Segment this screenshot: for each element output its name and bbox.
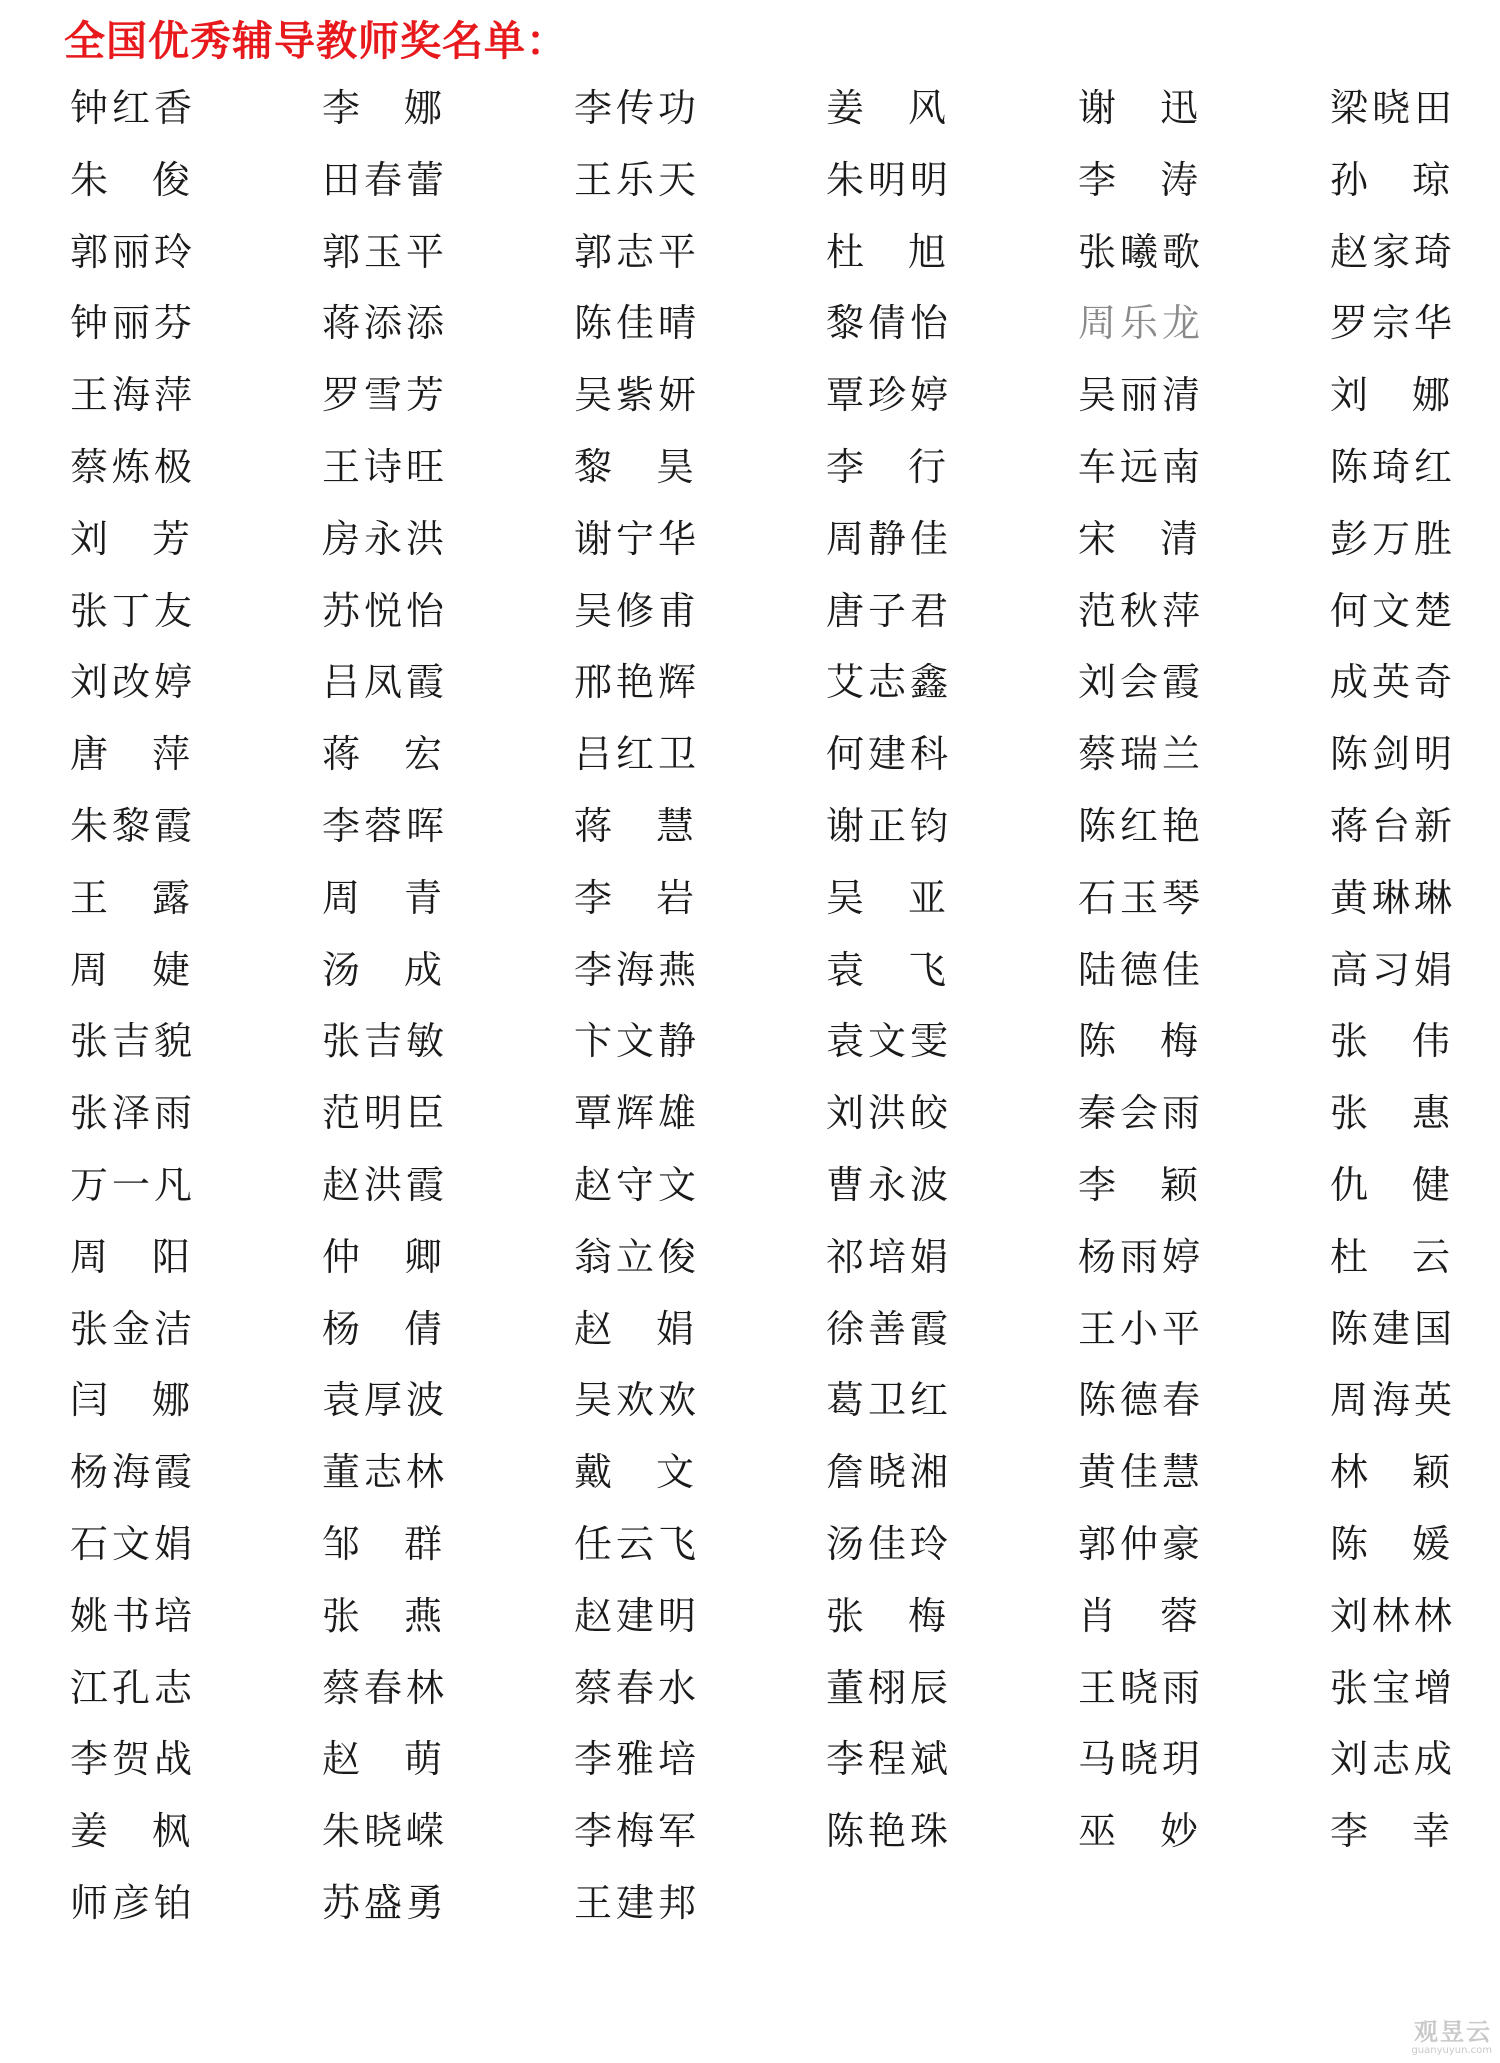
name-cell: 李 行	[826, 444, 946, 489]
name-cell: 陆德佳	[1078, 947, 1205, 992]
name-cell: 刘 芳	[70, 516, 190, 561]
name-cell: 李 幸	[1330, 1809, 1450, 1854]
name-cell: 吴紫妍	[574, 373, 701, 418]
name-cell: 谢宁华	[574, 516, 701, 561]
name-cell: 陈 梅	[1078, 1019, 1198, 1064]
name-cell: 周乐龙	[1078, 301, 1205, 346]
name-cell: 仲 卿	[322, 1234, 442, 1279]
name-cell: 师彦铂	[70, 1880, 197, 1925]
name-cell: 覃辉雄	[574, 1091, 701, 1136]
name-cell: 王海萍	[70, 373, 197, 418]
name-cell: 刘会霞	[1078, 660, 1205, 705]
name-cell: 王 露	[70, 875, 190, 920]
name-cell: 祁培娟	[826, 1234, 953, 1279]
name-cell: 汤 成	[322, 947, 442, 992]
name-cell: 郭仲豪	[1078, 1521, 1205, 1566]
name-cell: 姚书培	[70, 1593, 197, 1638]
name-cell: 张 惠	[1330, 1091, 1450, 1136]
name-cell: 吴修甫	[574, 588, 701, 633]
name-cell: 朱明明	[826, 157, 953, 202]
name-cell: 任云飞	[574, 1521, 701, 1566]
name-grid	[70, 78, 1470, 1945]
name-cell: 杜 旭	[826, 229, 946, 274]
name-cell: 唐子君	[826, 588, 953, 633]
name-cell: 张吉敏	[322, 1019, 449, 1064]
name-cell: 何文楚	[1330, 588, 1457, 633]
name-cell: 陈剑明	[1330, 732, 1457, 777]
name-cell: 蔡春林	[322, 1665, 449, 1710]
name-cell: 王晓雨	[1078, 1665, 1205, 1710]
name-cell: 刘 娜	[1330, 373, 1450, 418]
name-cell: 曹永波	[826, 1162, 953, 1207]
name-cell: 朱 俊	[70, 157, 190, 202]
watermark-url: guanyuyun.com	[1411, 2045, 1492, 2056]
name-cell: 周静佳	[826, 516, 953, 561]
name-cell: 吴丽清	[1078, 373, 1205, 418]
name-cell: 张金洁	[70, 1306, 197, 1351]
name-cell: 张泽雨	[70, 1091, 197, 1136]
name-cell: 陈德春	[1078, 1378, 1205, 1423]
name-cell: 张吉貌	[70, 1019, 197, 1064]
name-cell: 罗雪芳	[322, 373, 449, 418]
name-cell: 房永洪	[322, 516, 449, 561]
name-cell: 陈琦红	[1330, 444, 1457, 489]
name-cell: 苏盛勇	[322, 1880, 449, 1925]
name-cell: 董志林	[322, 1450, 449, 1495]
name-cell: 徐善霞	[826, 1306, 953, 1351]
name-cell: 高习娟	[1330, 947, 1457, 992]
name-cell: 林 颖	[1330, 1450, 1450, 1495]
name-cell: 朱黎霞	[70, 803, 197, 848]
name-cell: 江孔志	[70, 1665, 197, 1710]
name-cell: 杨海霞	[70, 1450, 197, 1495]
name-cell: 吴欢欢	[574, 1378, 701, 1423]
name-cell: 李贺战	[70, 1737, 197, 1782]
name-cell: 李程斌	[826, 1737, 953, 1782]
name-cell: 蔡春水	[574, 1665, 701, 1710]
name-cell: 范秋萍	[1078, 588, 1205, 633]
name-cell: 黎 昊	[574, 444, 694, 489]
name-cell: 李 颖	[1078, 1162, 1198, 1207]
page-title: 全国优秀辅导教师奖名单：	[64, 17, 568, 65]
name-cell: 赵洪霞	[322, 1162, 449, 1207]
name-cell: 唐 萍	[70, 732, 190, 777]
name-cell: 刘林林	[1330, 1593, 1457, 1638]
name-cell: 杨 倩	[322, 1306, 442, 1351]
name-cell: 葛卫红	[826, 1378, 953, 1423]
name-cell: 张丁友	[70, 588, 197, 633]
name-cell: 陈 媛	[1330, 1521, 1450, 1566]
name-cell: 成英奇	[1330, 660, 1457, 705]
watermark	[1411, 2019, 1492, 2057]
name-cell: 石文娟	[70, 1521, 197, 1566]
name-cell: 赵 萌	[322, 1737, 442, 1782]
name-cell: 李雅培	[574, 1737, 701, 1782]
name-cell: 周 婕	[70, 947, 190, 992]
name-cell: 黎倩怡	[826, 301, 953, 346]
name-cell: 姜 枫	[70, 1809, 190, 1854]
name-cell: 秦会雨	[1078, 1091, 1205, 1136]
name-cell: 万一凡	[70, 1162, 197, 1207]
name-cell: 郭玉平	[322, 229, 449, 274]
name-cell: 张 梅	[826, 1593, 946, 1638]
name-cell: 陈佳晴	[574, 301, 701, 346]
name-cell: 张宝增	[1330, 1665, 1457, 1710]
name-cell: 汤佳玲	[826, 1521, 953, 1566]
name-cell: 王诗旺	[322, 444, 449, 489]
name-cell: 谢正钧	[826, 803, 953, 848]
name-cell: 刘改婷	[70, 660, 197, 705]
name-cell: 郭志平	[574, 229, 701, 274]
name-cell: 李蓉晖	[322, 803, 449, 848]
name-cell: 李 岩	[574, 875, 694, 920]
name-cell: 陈红艳	[1078, 803, 1205, 848]
name-cell: 蔡瑞兰	[1078, 732, 1205, 777]
name-cell: 马晓玥	[1078, 1737, 1205, 1782]
name-cell: 艾志鑫	[826, 660, 953, 705]
name-cell: 杜 云	[1330, 1234, 1450, 1279]
name-cell: 吴 亚	[826, 875, 946, 920]
name-cell: 黄琳琳	[1330, 875, 1457, 920]
name-cell: 赵 娟	[574, 1306, 694, 1351]
name-cell: 梁晓田	[1330, 86, 1457, 130]
name-cell: 邢艳辉	[574, 660, 701, 705]
name-cell: 蔡炼极	[70, 444, 197, 489]
name-cell: 李梅军	[574, 1809, 701, 1854]
name-cell: 范明臣	[322, 1091, 449, 1136]
name-cell: 巫 妙	[1078, 1809, 1198, 1854]
name-cell: 董栩辰	[826, 1665, 953, 1710]
name-cell: 邹 群	[322, 1521, 442, 1566]
name-cell: 杨雨婷	[1078, 1234, 1205, 1279]
name-cell: 王小平	[1078, 1306, 1205, 1351]
name-cell: 蒋 慧	[574, 803, 694, 848]
name-cell: 黄佳慧	[1078, 1450, 1205, 1495]
name-cell: 罗宗华	[1330, 301, 1457, 346]
name-cell: 苏悦怡	[322, 588, 449, 633]
name-cell: 袁厚波	[322, 1378, 449, 1423]
name-cell: 肖 蓉	[1078, 1593, 1198, 1638]
name-cell: 姜 风	[826, 86, 946, 130]
name-cell: 蒋添添	[322, 301, 449, 346]
name-cell: 袁文雯	[826, 1019, 953, 1064]
name-cell: 周 阳	[70, 1234, 190, 1279]
name-cell: 袁 飞	[826, 947, 946, 992]
name-cell: 赵家琦	[1330, 229, 1457, 274]
name-cell: 钟红香	[70, 86, 197, 130]
name-cell: 石玉琴	[1078, 875, 1205, 920]
name-cell: 赵建明	[574, 1593, 701, 1638]
name-cell: 卞文静	[574, 1019, 701, 1064]
name-cell: 仇 健	[1330, 1162, 1450, 1207]
name-cell: 王建邦	[574, 1880, 701, 1925]
name-cell: 郭丽玲	[70, 229, 197, 274]
name-cell: 张曦歌	[1078, 229, 1205, 274]
name-cell: 彭万胜	[1330, 516, 1457, 561]
name-cell: 李 涛	[1078, 157, 1198, 202]
name-cell: 刘志成	[1330, 1737, 1457, 1782]
name-cell: 何建科	[826, 732, 953, 777]
name-cell: 詹晓湘	[826, 1450, 953, 1495]
name-cell: 刘洪皎	[826, 1091, 953, 1136]
name-cell: 张 燕	[322, 1593, 442, 1638]
name-cell: 蒋 宏	[322, 732, 442, 777]
name-cell: 钟丽芬	[70, 301, 197, 346]
name-cell: 田春蕾	[322, 157, 449, 202]
name-cell: 李海燕	[574, 947, 701, 992]
name-cell: 王乐天	[574, 157, 701, 202]
name-cell: 吕凤霞	[322, 660, 449, 705]
name-cell: 吕红卫	[574, 732, 701, 777]
name-cell: 戴 文	[574, 1450, 694, 1495]
name-cell: 覃珍婷	[826, 373, 953, 418]
name-cell: 闫 娜	[70, 1378, 190, 1423]
name-cell: 翁立俊	[574, 1234, 701, 1279]
name-cell: 陈建国	[1330, 1306, 1457, 1351]
name-cell: 宋 清	[1078, 516, 1198, 561]
name-cell: 朱晓嵘	[322, 1809, 449, 1854]
name-cell: 张 伟	[1330, 1019, 1450, 1064]
name-cell: 周海英	[1330, 1378, 1457, 1423]
name-cell: 陈艳珠	[826, 1809, 953, 1854]
name-cell: 李传功	[574, 86, 701, 130]
name-cell: 蒋台新	[1330, 803, 1457, 848]
name-cell: 周 青	[322, 875, 442, 920]
name-cell: 孙 琼	[1330, 157, 1450, 202]
name-cell: 李 娜	[322, 86, 442, 130]
watermark-logo-text: 观昱云	[1414, 2018, 1492, 2046]
name-cell: 赵守文	[574, 1162, 701, 1207]
name-cell: 车远南	[1078, 444, 1205, 489]
name-cell: 谢 迅	[1078, 86, 1198, 130]
